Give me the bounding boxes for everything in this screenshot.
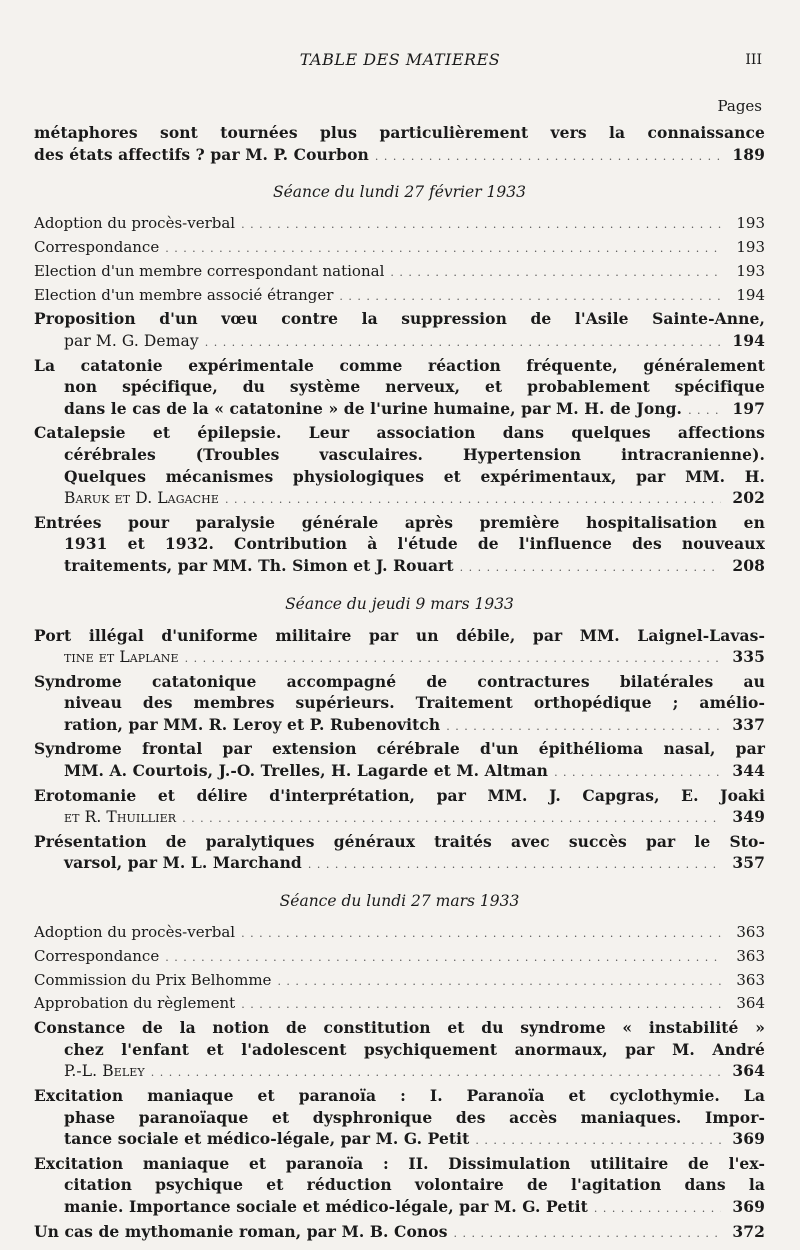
toc-entry <box>34 970 765 993</box>
entry-line: 1931 et 1932. Contribution à l'étude de l'influence des nouveaux <box>64 534 765 554</box>
entry-line: non spécifique, du système nerveux, et probablement spécifique <box>64 377 765 397</box>
entry-line: Catalepsie et épilepsie. Leur association dans quelques affections <box>34 423 765 443</box>
entry-line: Proposition d'un vœu contre la suppression de l'Asile Sainte-Anne, <box>34 309 765 329</box>
entry-text: Approbation du règlement <box>34 994 236 1013</box>
entry-text: MM. A. Courtois, J.-O. Trelles, H. Lagarde et M. Altman <box>64 761 549 781</box>
dot-leader <box>241 213 721 236</box>
entry-line: Excitation maniaque et paranoïa : I. Paranoïa et cyclothymie. La <box>34 1086 765 1105</box>
entry-text: Election d'un membre correspondant national <box>34 261 385 280</box>
dot-leader <box>460 555 721 579</box>
session-heading: Séance du jeudi 9 mars 1933 <box>285 594 514 613</box>
entry-line: phase paranoïaque et dysphronique des accès maniaques. Impor- <box>64 1107 765 1127</box>
page-ref: 337 <box>732 714 765 734</box>
entry-line: Entrées pour paralysie générale après première hospitalisation en <box>34 512 765 532</box>
page-ref: 193 <box>736 237 765 256</box>
entry-text: par M. G. Demay <box>64 331 199 350</box>
entry-line: Erotomanie et délire d'interprétation, par MM. J. Capgras, E. Joaki <box>34 785 765 805</box>
entry-line: Syndrome catatonique accompagné de contractures bilatérales au <box>34 671 765 691</box>
toc-entry <box>34 237 765 260</box>
entry-line: citation psychique et réduction volontaire de l'agitation dans la <box>64 1175 765 1195</box>
toc-entry <box>34 285 765 308</box>
entry-text: manie. Importance sociale et médico-légale, par M. G. Petit <box>64 1196 588 1216</box>
toc-entry <box>34 1017 765 1084</box>
dot-leader <box>339 285 721 308</box>
page-ref: 202 <box>732 488 765 508</box>
entry-text: et R. Thuillier <box>64 808 177 827</box>
dot-leader <box>594 1196 721 1220</box>
page-ref: 364 <box>736 994 765 1013</box>
entry-line: métaphores sont tournées plus particulièrement vers la connaissance <box>34 123 765 142</box>
entry-text: dans le cas de la « catatonine » de l'urine humaine, par M. H. de Jong. <box>64 398 683 418</box>
pages-column-label: Pages <box>717 97 762 115</box>
entry-text: ration, par MM. R. Leroy et P. Rubenovitch <box>64 714 441 734</box>
dot-leader <box>182 806 721 830</box>
entry-text: traitements, par MM. Th. Simon et J. Rouart <box>64 555 454 575</box>
dot-leader <box>446 714 721 738</box>
entry-text: Un cas de mythomanie roman, par M. B. Conos <box>34 1221 448 1241</box>
page-ref: 189 <box>732 144 765 164</box>
page-ref: 197 <box>732 398 765 418</box>
dot-leader <box>205 330 721 354</box>
toc-entry <box>34 1153 765 1220</box>
entry-text: Correspondance <box>34 237 160 256</box>
entry-line: niveau des membres supérieurs. Traitement orthopédique ; amélio- <box>64 693 765 713</box>
entry-line: La catatonie expérimentale comme réaction fréquente, généralement <box>34 355 765 375</box>
running-header-title: TABLE DES MATIERES <box>299 50 501 69</box>
dot-leader <box>165 946 721 969</box>
page-ref: 194 <box>736 285 765 304</box>
entry-line: cérébrales (Troubles vasculaires. Hypertension intracranienne). <box>64 444 765 464</box>
toc-content <box>34 121 765 1244</box>
entry-text: des états affectifs ? par M. P. Courbon <box>34 144 369 164</box>
dot-leader <box>390 261 721 284</box>
toc-entry <box>34 671 765 738</box>
session-heading: Séance du lundi 27 février 1933 <box>273 183 526 202</box>
session-heading: Séance du lundi 27 mars 1933 <box>279 892 520 911</box>
toc-entry <box>34 1085 765 1152</box>
toc-entry <box>34 738 765 783</box>
entry-line: Présentation de paralytiques généraux traités avec succès par le Sto- <box>34 831 765 851</box>
entry-line: Constance de la notion de constitution et du syndrome « instabilité » <box>34 1018 765 1038</box>
entry-line: Syndrome frontal par extension cérébrale d'un épithélioma nasal, par <box>34 739 765 759</box>
entry-text: tine et Laplane <box>64 648 179 667</box>
entry-text: Adoption du procès-verbal <box>34 923 236 942</box>
toc-entry <box>34 946 765 969</box>
dot-leader <box>554 760 721 784</box>
page-ref: 372 <box>732 1221 765 1241</box>
entry-text: varsol, par M. L. Marchand <box>64 853 302 873</box>
entry-text: Baruk et D. Lagache <box>64 489 219 508</box>
toc-entry <box>34 785 765 830</box>
dot-leader <box>225 487 721 511</box>
dot-leader <box>241 993 721 1016</box>
dot-leader <box>688 398 721 422</box>
page-ref: 193 <box>736 214 765 233</box>
entry-line: chez l'enfant et l'adolescent psychiquement anormaux, par M. André <box>64 1039 765 1059</box>
dot-leader <box>151 1060 721 1084</box>
page-ref: 208 <box>732 555 765 575</box>
dot-leader <box>475 1128 721 1152</box>
toc-entry <box>34 993 765 1016</box>
page-ref: 194 <box>732 330 765 350</box>
dot-leader <box>241 922 721 945</box>
dot-leader <box>375 144 721 168</box>
toc-entry <box>34 512 765 579</box>
entry-line: Quelques mécanismes physiologiques et expérimentaux, par MM. H. <box>64 466 765 486</box>
page-ref: 357 <box>732 853 765 873</box>
toc-entry <box>34 831 765 876</box>
entry-text: Correspondance <box>34 946 160 965</box>
page-ref: 363 <box>736 970 765 989</box>
dot-leader <box>308 852 721 876</box>
dot-leader <box>185 646 721 670</box>
toc-entry <box>34 422 765 510</box>
toc-entry <box>34 625 765 670</box>
toc-entry <box>34 261 765 284</box>
entry-text: P.-L. Beley <box>64 1062 145 1081</box>
page-ref: 193 <box>736 261 765 280</box>
entry-line: Excitation maniaque et paranoïa : II. Dissimulation utilitaire de l'ex- <box>34 1153 765 1173</box>
dot-leader <box>454 1221 721 1245</box>
dot-leader <box>165 237 721 260</box>
page-ref: 363 <box>736 923 765 942</box>
toc-entry <box>34 922 765 945</box>
page-ref: 364 <box>732 1061 765 1081</box>
toc-entry <box>34 1221 765 1245</box>
toc-entry <box>34 355 765 422</box>
entry-text: tance sociale et médico-légale, par M. G. Petit <box>64 1129 470 1149</box>
page-ref: 369 <box>732 1196 765 1216</box>
dot-leader <box>277 970 721 993</box>
entry-line: Port illégal d'uniforme militaire par un débile, par MM. Laignel-Lavas- <box>34 625 765 645</box>
toc-entry-courbon <box>34 122 765 167</box>
toc-entry <box>34 213 765 236</box>
page-ref: 349 <box>732 807 765 827</box>
entry-text: Election d'un membre associé étranger <box>34 285 334 304</box>
page-ref: 363 <box>736 946 765 965</box>
page-ref: 344 <box>732 761 765 781</box>
toc-entry <box>34 308 765 353</box>
entry-text: Commission du Prix Belhomme <box>34 970 272 989</box>
page-ref: 335 <box>732 647 765 667</box>
running-header-page-number: III <box>745 52 762 68</box>
page-ref: 369 <box>732 1129 765 1149</box>
entry-text: Adoption du procès-verbal <box>34 214 236 233</box>
entry-line <box>34 144 765 168</box>
